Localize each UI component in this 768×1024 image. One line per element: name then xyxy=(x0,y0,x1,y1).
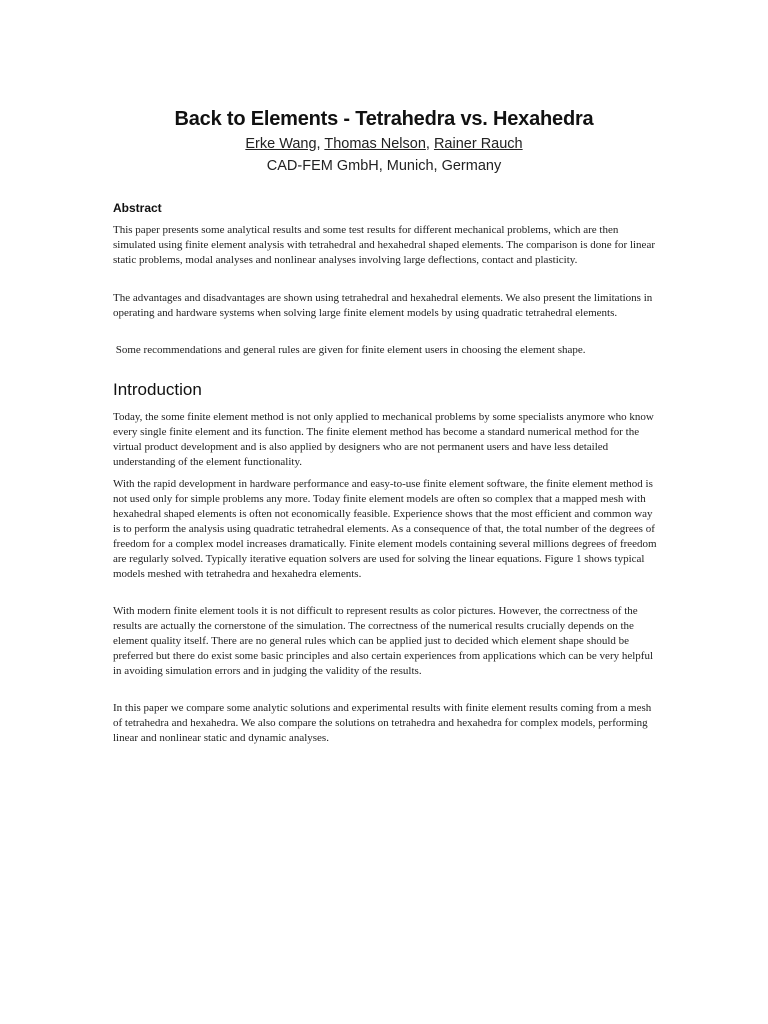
introduction-paragraph: In this paper we compare some analytic solutions and experimental results with finite element results coming from a mesh of tetrahedra and hexahedra. We also compare the solutions on tetrahedra and hexahedra for complex models, performing linear and nonlinear static and dynamic analyses. xyxy=(113,702,652,744)
introduction-paragraph: Today, the some finite element method is not only applied to mechanical problems by some specialists anymore who know every single finite element and its function. The finite element method has become a standard numerical method for the virtual product development and is also applied by designers who are not permanent users and have less detailed understanding of the element functionality. xyxy=(113,411,654,468)
abstract-paragraph: This paper presents some analytical results and some test results for different mechanical problems, which are then simulated using finite element analysis with tetrahedral and hexahedral shaped elements. The comparison is done for linear static problems, modal analyses and nonlinear analyses involving large deflections, contact and plasticity. xyxy=(113,224,655,266)
affiliation: CAD-FEM GmbH, Munich, Germany xyxy=(266,158,502,174)
author-link[interactable]: Erke Wang xyxy=(245,136,317,152)
author-separator: , xyxy=(425,136,434,152)
author-separator: , xyxy=(316,136,325,152)
abstract-paragraph: The advantages and disadvantages are shown using tetrahedral and hexahedral elements. We also present the limitations in operating and hardware systems when solving large finite element models by using quadratic tetrahedral elements. xyxy=(113,292,653,319)
introduction-paragraph: With the rapid development in hardware performance and easy-to-use finite element software, the finite element method is not used only for simple problems any more. Today finite element models are often so complex that a mapped mesh with hexahedral shaped elements is often not economically feasible. Experience shows that the most efficient and common way is to perform the analysis using quadratic tetrahedral elements. As a consequence of that, the total number of the degrees of freedom for a complex model increases dramatically. Finite element models containing several millions degrees of freedom are regularly solved. Typically iterative equation solvers are used for solving the linear equations. Figure 1 shows typical models meshed with tetrahedra and hexahedra elements. xyxy=(113,478,657,580)
author-list xyxy=(0,136,768,152)
introduction-heading: Introduction xyxy=(113,380,202,399)
abstract-heading: Abstract xyxy=(113,201,162,215)
introduction-paragraph: With modern finite element tools it is not difficult to represent results as color pictures. However, the correctness of the results are actually the cornerstone of the simulation. The correctness of the numerical results crucially depends on the element quality itself. There are no general rules which can be applied just to decided which element shape should be preferred but there do exist some basic principles and also certain experiences from applications which can be very helpful in avoiding simulation errors and in judging the validity of the results. xyxy=(113,605,654,677)
author-link[interactable]: Rainer Rauch xyxy=(433,136,523,152)
paper-title: Back to Elements - Tetrahedra vs. Hexahedra xyxy=(174,108,594,130)
author-link[interactable]: Thomas Nelson xyxy=(324,136,426,152)
abstract-paragraph: Some recommendations and general rules are given for finite element users in choosing the element shape. xyxy=(113,344,586,356)
